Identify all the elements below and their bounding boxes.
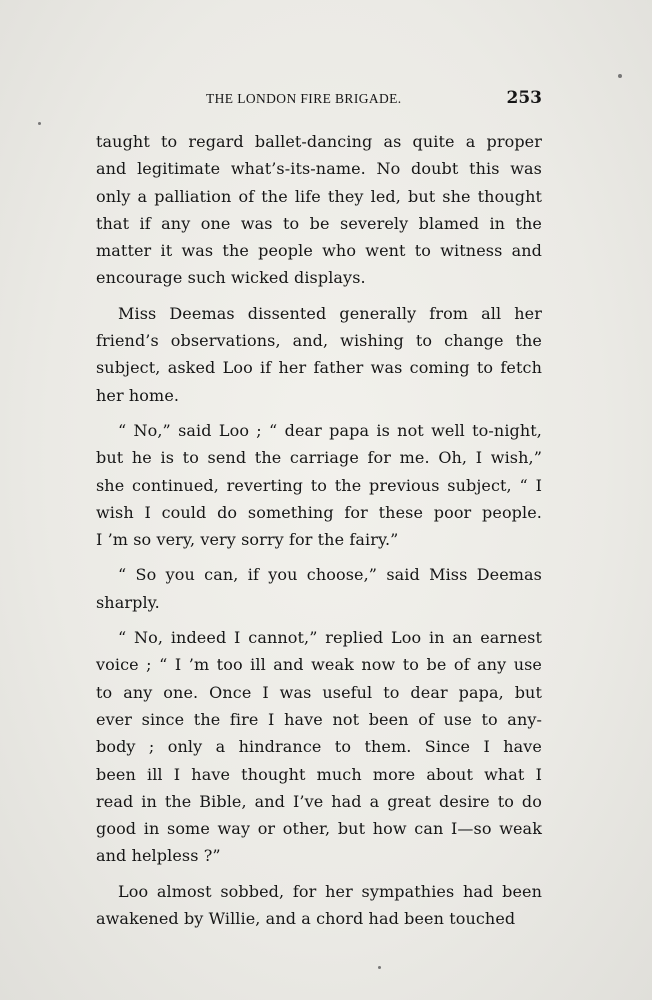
- text-line: that if any one was to be severely blamed in the: [96, 213, 542, 233]
- text-line: subject, asked Loo if her father was coming to fetch: [96, 358, 542, 378]
- text-line: body ; only a hindrance to them. Since I have: [96, 737, 542, 757]
- text-line: and legitimate what’s-its-name. No doubt this was: [96, 159, 542, 179]
- text-line: been ill I have thought much more about what I: [96, 764, 542, 784]
- text-line: good in some way or other, but how can I—so weak: [96, 819, 542, 839]
- text-line: wish I could do something for these poor people.: [96, 502, 542, 522]
- paper-speck: [38, 122, 41, 125]
- text-line: matter it was the people who went to witness and: [96, 241, 542, 261]
- paragraph: [96, 878, 542, 933]
- running-title: THE LONDON FIRE BRIGADE.: [206, 91, 402, 106]
- text-line: Loo almost sobbed, for her sympathies had been: [118, 881, 542, 901]
- text-line: voice ; “ I ’m too ill and weak now to be of any use: [96, 655, 542, 675]
- text-line: Miss Deemas dissented generally from all her: [118, 303, 542, 323]
- text-line: sharply.: [96, 592, 160, 612]
- paragraph: [96, 300, 542, 409]
- text-line: to any one. Once I was useful to dear papa, but: [96, 682, 542, 702]
- paragraph: [96, 624, 542, 870]
- text-line: “ No,” said Loo ; “ dear papa is not well to-night,: [118, 420, 542, 440]
- text-line: “ No, indeed I cannot,” replied Loo in an earnest: [118, 628, 542, 648]
- text-line: I ’m so very, very sorry for the fairy.”: [96, 530, 399, 550]
- paragraph: [96, 128, 542, 292]
- text-line: ever since the fire I have not been of use to any-: [96, 709, 542, 729]
- paragraph-gap: [96, 292, 542, 300]
- paper-speck: [378, 966, 381, 969]
- text-line: she continued, reverting to the previous subject, “ I: [96, 475, 542, 495]
- body-text: [96, 128, 542, 932]
- text-line: her home.: [96, 385, 180, 405]
- paragraph-gap: [96, 409, 542, 417]
- page-number: 253: [506, 88, 542, 108]
- text-line: “ So you can, if you choose,” said Miss Deemas: [118, 565, 542, 585]
- text-line: encourage such wicked displays.: [96, 268, 366, 288]
- paragraph: [96, 417, 542, 553]
- text-line: friend’s observations, and, wishing to change the: [96, 331, 542, 351]
- paragraph: [96, 561, 542, 616]
- text-line: taught to regard ballet-dancing as quite a proper: [96, 132, 542, 151]
- text-line: but he is to send the carriage for me. Oh, I wish,”: [96, 448, 542, 468]
- text-line: read in the Bible, and I’ve had a great desire to do: [96, 791, 542, 811]
- text-line: awakened by Willie, and a chord had been touched: [96, 909, 516, 929]
- text-line: and helpless ?”: [96, 846, 221, 866]
- text-line: only a palliation of the life they led, but she thought: [96, 186, 542, 206]
- paper-speck: [618, 74, 622, 78]
- running-head: [96, 88, 542, 112]
- paragraph-gap: [96, 553, 542, 561]
- paragraph-gap: [96, 870, 542, 878]
- paragraph-gap: [96, 616, 542, 624]
